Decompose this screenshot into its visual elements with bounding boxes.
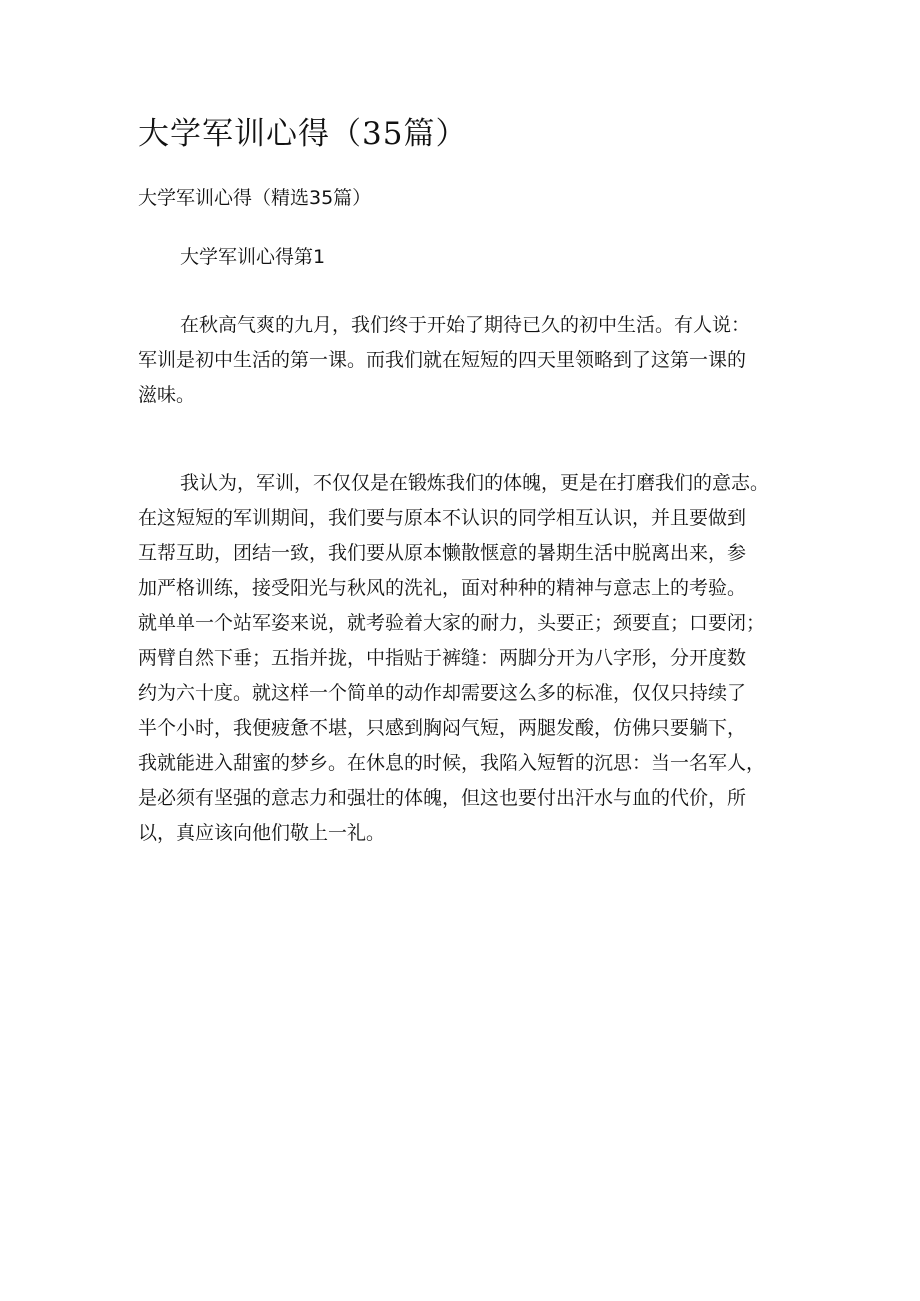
- paragraph-line: 约为六十度。就这样一个简单的动作却需要这么多的标准，仅仅只持续了: [138, 682, 747, 704]
- paragraph-line: 加严格训练，接受阳光与秋风的洗礼，面对种种的精神与意志上的考验。: [138, 577, 747, 599]
- paragraph-line: 在秋高气爽的九月，我们终于开始了期待已久的初中生活。有人说：: [180, 314, 751, 336]
- paragraph-1: [138, 308, 788, 413]
- paragraph-line: 就单单一个站军姿来说，就考验着大家的耐力，头要正；颈要直；口要闭；: [138, 612, 766, 634]
- paragraph-line: 滋味。: [138, 384, 196, 406]
- paragraph-line: 我认为，军训，不仅仅是在锻炼我们的体魄，更是在打磨我们的意志。: [180, 472, 770, 494]
- paragraph-2: [138, 466, 788, 851]
- paragraph-line: 两臂自然下垂；五指并拢，中指贴于裤缝：两脚分开为八字形，分开度数: [138, 647, 747, 669]
- section-heading: 大学军训心得第1: [180, 246, 326, 268]
- paragraph-line: 军训是初中生活的第一课。而我们就在短短的四天里领略到了这第一课的: [138, 349, 747, 371]
- paragraph-line: 在这短短的军训期间，我们要与原本不认识的同学相互认识，并且要做到: [138, 507, 747, 529]
- paragraph-line: 是必须有坚强的意志力和强壮的体魄，但这也要付出汗水与血的代价，所: [138, 787, 747, 809]
- paragraph-line: 互帮互助，团结一致，我们要从原本懒散惬意的暑期生活中脱离出来，参: [138, 542, 747, 564]
- paragraph-line: 我就能进入甜蜜的梦乡。在休息的时候，我陷入短暂的沉思：当一名军人，: [138, 752, 766, 774]
- document-title: 大学军训心得（35篇）: [138, 116, 468, 152]
- document-subtitle: 大学军训心得（精选35篇）: [138, 187, 372, 209]
- paragraph-line: 以，真应该向他们敬上一礼。: [138, 822, 386, 844]
- paragraph-line: 半个小时，我便疲惫不堪，只感到胸闷气短，两腿发酸，仿佛只要躺下，: [138, 717, 747, 739]
